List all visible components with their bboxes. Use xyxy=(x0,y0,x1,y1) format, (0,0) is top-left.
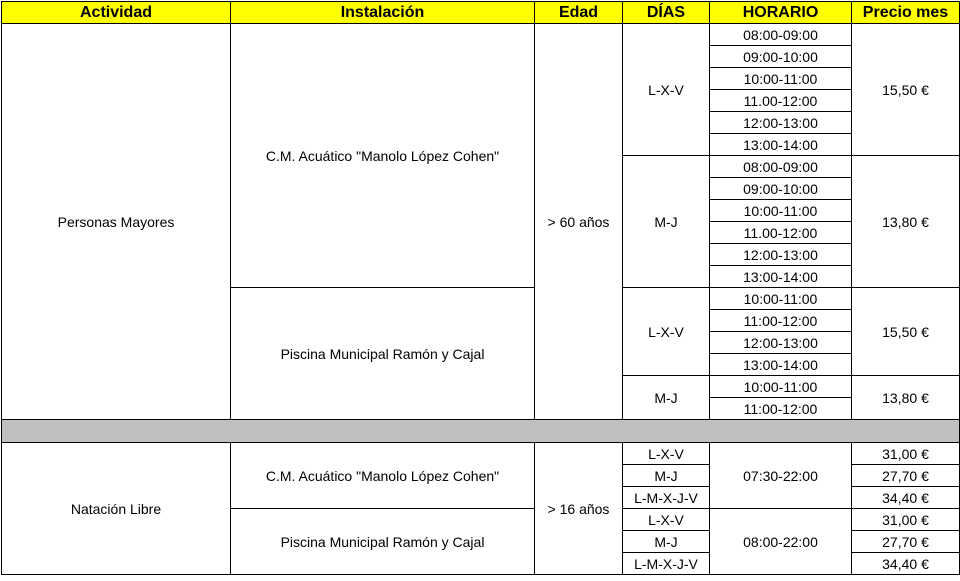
horario-cell: 12:00-13:00 xyxy=(710,112,852,134)
dias-cell: L-M-X-J-V xyxy=(623,553,710,575)
precio-cell: 31,00 € xyxy=(852,443,960,465)
horario-cell: 12:00-13:00 xyxy=(710,244,852,266)
horario-cell: 11.00-12:00 xyxy=(710,90,852,112)
horario-cell: 12:00-13:00 xyxy=(710,332,852,354)
header-row xyxy=(2,2,960,24)
dias-cell: M-J xyxy=(623,465,710,487)
horario-cell: 10:00-11:00 xyxy=(710,376,852,398)
instalacion-cell: C.M. Acuático "Manolo López Cohen" xyxy=(231,24,535,288)
schedule-table xyxy=(1,1,960,575)
dias-cell: M-J xyxy=(623,531,710,553)
header-dias: DÍAS xyxy=(623,2,710,24)
instalacion-cell: C.M. Acuático "Manolo López Cohen" xyxy=(231,443,535,509)
precio-cell: 34,40 € xyxy=(852,487,960,509)
dias-cell: L-M-X-J-V xyxy=(623,487,710,509)
horario-cell: 10:00-11:00 xyxy=(710,200,852,222)
table-row xyxy=(2,24,960,46)
header-precio: Precio mes xyxy=(852,2,960,24)
precio-cell: 27,70 € xyxy=(852,465,960,487)
table-row xyxy=(2,443,960,465)
dias-cell: M-J xyxy=(623,156,710,288)
header-horario: HORARIO xyxy=(710,2,852,24)
horario-cell: 07:30-22:00 xyxy=(710,443,852,509)
precio-cell: 13,80 € xyxy=(852,156,960,288)
horario-cell: 10:00-11:00 xyxy=(710,68,852,90)
separator-row xyxy=(2,420,960,443)
edad-cell: > 60 años xyxy=(535,24,623,420)
actividad-cell: Natación Libre xyxy=(2,443,231,575)
horario-cell: 13:00-14:00 xyxy=(710,134,852,156)
dias-cell: L-X-V xyxy=(623,443,710,465)
separator-cell xyxy=(2,420,960,443)
dias-cell: M-J xyxy=(623,376,710,420)
precio-cell: 31,00 € xyxy=(852,509,960,531)
horario-cell: 11:00-12:00 xyxy=(710,398,852,420)
dias-cell: L-X-V xyxy=(623,509,710,531)
horario-cell: 08:00-22:00 xyxy=(710,509,852,575)
header-instalacion: Instalación xyxy=(231,2,535,24)
horario-cell: 09:00-10:00 xyxy=(710,178,852,200)
header-actividad: Actividad xyxy=(2,2,231,24)
horario-cell: 09:00-10:00 xyxy=(710,46,852,68)
horario-cell: 10:00-11:00 xyxy=(710,288,852,310)
header-edad: Edad xyxy=(535,2,623,24)
horario-cell: 08:00-09:00 xyxy=(710,24,852,46)
horario-cell: 13:00-14:00 xyxy=(710,266,852,288)
precio-cell: 27,70 € xyxy=(852,531,960,553)
precio-cell: 15,50 € xyxy=(852,288,960,376)
precio-cell: 34,40 € xyxy=(852,553,960,575)
horario-cell: 11:00-12:00 xyxy=(710,310,852,332)
instalacion-cell: Piscina Municipal Ramón y Cajal xyxy=(231,509,535,575)
dias-cell: L-X-V xyxy=(623,24,710,156)
edad-cell: > 16 años xyxy=(535,443,623,575)
precio-cell: 15,50 € xyxy=(852,24,960,156)
horario-cell: 08:00-09:00 xyxy=(710,156,852,178)
horario-cell: 13:00-14:00 xyxy=(710,354,852,376)
actividad-cell: Personas Mayores xyxy=(2,24,231,420)
dias-cell: L-X-V xyxy=(623,288,710,376)
instalacion-cell: Piscina Municipal Ramón y Cajal xyxy=(231,288,535,420)
precio-cell: 13,80 € xyxy=(852,376,960,420)
horario-cell: 11.00-12:00 xyxy=(710,222,852,244)
